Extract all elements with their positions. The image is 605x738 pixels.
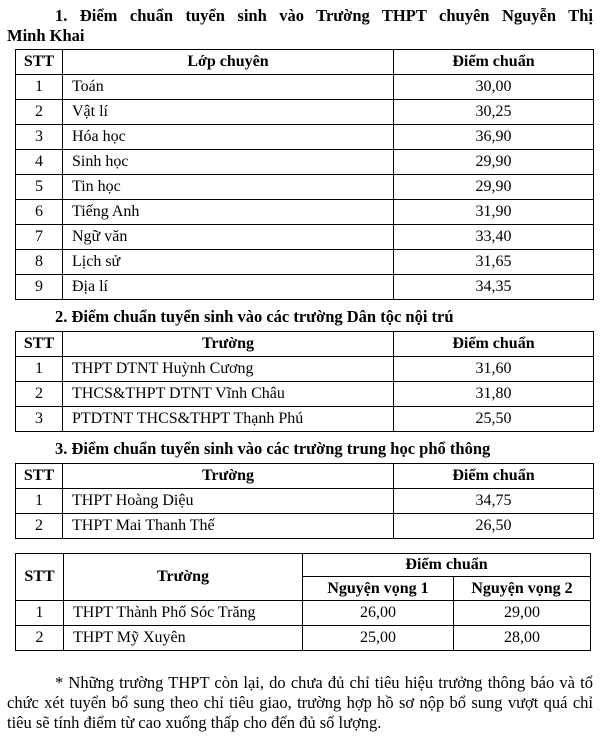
table-row [16,626,591,651]
name-cell: Hóa học [63,125,394,150]
table-header-row [16,464,594,489]
section1-title [7,6,593,46]
section3-table [15,463,594,539]
header-cell-stt: STT [16,50,63,75]
header-cell-name: Trường [63,332,394,357]
score-cell: 31,80 [394,382,594,407]
stt-cell: 1 [16,489,63,514]
score-cell: 34,75 [394,489,594,514]
score-cell: 30,00 [394,75,594,100]
stt-cell: 2 [16,514,63,539]
name-cell: Tiếng Anh [63,200,394,225]
name-cell: Toán [63,75,394,100]
stt-cell: 5 [16,175,63,200]
score-cell: 31,60 [394,357,594,382]
name-cell: THPT Mỹ Xuyên [64,626,303,651]
name-cell: Sinh học [63,150,394,175]
name-cell: THPT Mai Thanh Thế [63,514,394,539]
score-cell: 29,90 [394,150,594,175]
section4-table [15,553,591,651]
name-cell: Địa lí [63,275,394,300]
name-cell: THCS&THPT DTNT Vĩnh Châu [63,382,394,407]
stt-cell: 6 [16,200,63,225]
table-row [16,250,594,275]
table-row [16,275,594,300]
table-header-row [16,554,591,577]
header-cell-score: Điểm chuẩn [394,50,594,75]
table-row [16,357,594,382]
name-cell: THPT DTNT Huỳnh Cương [63,357,394,382]
header-cell-name: Lớp chuyên [63,50,394,75]
header-cell-nv1: Nguyện vọng 1 [303,577,454,601]
header-cell-score-group: Điểm chuẩn [303,554,591,577]
score-cell: 34,35 [394,275,594,300]
stt-cell: 7 [16,225,63,250]
table-row [16,225,594,250]
stt-cell: 3 [16,125,63,150]
section1-title-line2: Minh Khai [7,26,85,45]
nv1-score-cell: 25,00 [303,626,454,651]
header-cell-stt: STT [16,332,63,357]
header-cell-stt: STT [16,464,63,489]
table-header-row [16,50,594,75]
score-cell: 33,40 [394,225,594,250]
stt-cell: 9 [16,275,63,300]
name-cell: Lịch sử [63,250,394,275]
header-cell-score: Điểm chuẩn [394,332,594,357]
nv1-score-cell: 26,00 [303,601,454,626]
name-cell: Tin học [63,175,394,200]
header-cell-name: Trường [63,464,394,489]
score-cell: 30,25 [394,100,594,125]
stt-cell: 1 [16,601,64,626]
section1-title-line1: 1. Điểm chuẩn tuyển sinh vào Trường THPT chuyên Nguyễn Thị [55,6,593,25]
table-row [16,382,594,407]
header-cell-score: Điểm chuẩn [394,464,594,489]
table-row [16,175,594,200]
header-cell-nv2: Nguyện vọng 2 [454,577,591,601]
score-cell: 31,90 [394,200,594,225]
score-cell: 31,65 [394,250,594,275]
table-row [16,125,594,150]
table-row [16,200,594,225]
stt-cell: 8 [16,250,63,275]
table-row [16,601,591,626]
nv2-score-cell: 29,00 [454,601,591,626]
table-row [16,489,594,514]
name-cell: THPT Hoàng Diệu [63,489,394,514]
footer-note: * Những trường THPT còn lại, do chưa đủ chỉ tiêu hiệu trưởng thông báo và tổ chức xét tuyển bổ sung theo chỉ tiêu giao, trường hợp hồ sơ nộp bổ sung vượt quá chỉ tiêu sẽ tính điểm từ cao xuống thấp cho đến đủ số lượng. [7,673,593,732]
stt-cell: 2 [16,626,64,651]
table-row [16,407,594,432]
stt-cell: 4 [16,150,63,175]
table-row [16,514,594,539]
score-cell: 36,90 [394,125,594,150]
stt-cell: 2 [16,382,63,407]
stt-cell: 3 [16,407,63,432]
name-cell: Vật lí [63,100,394,125]
score-cell: 29,90 [394,175,594,200]
section2-table [15,331,594,432]
name-cell: THPT Thành Phố Sóc Trăng [64,601,303,626]
stt-cell: 2 [16,100,63,125]
name-cell: PTDTNT THCS&THPT Thạnh Phú [63,407,394,432]
section3-title: 3. Điểm chuẩn tuyển sinh vào các trường trung học phổ thông [55,439,491,458]
stt-cell: 1 [16,75,63,100]
table-row [16,150,594,175]
header-cell-name: Trường [64,554,303,601]
stt-cell: 1 [16,357,63,382]
score-cell: 25,50 [394,407,594,432]
section2-title: 2. Điểm chuẩn tuyển sinh vào các trường Dân tộc nội trú [55,307,454,326]
nv2-score-cell: 28,00 [454,626,591,651]
name-cell: Ngữ văn [63,225,394,250]
header-cell-stt: STT [16,554,64,601]
table-header-row [16,332,594,357]
section1-table [15,49,594,300]
score-cell: 26,50 [394,514,594,539]
table-row [16,100,594,125]
table-row [16,75,594,100]
